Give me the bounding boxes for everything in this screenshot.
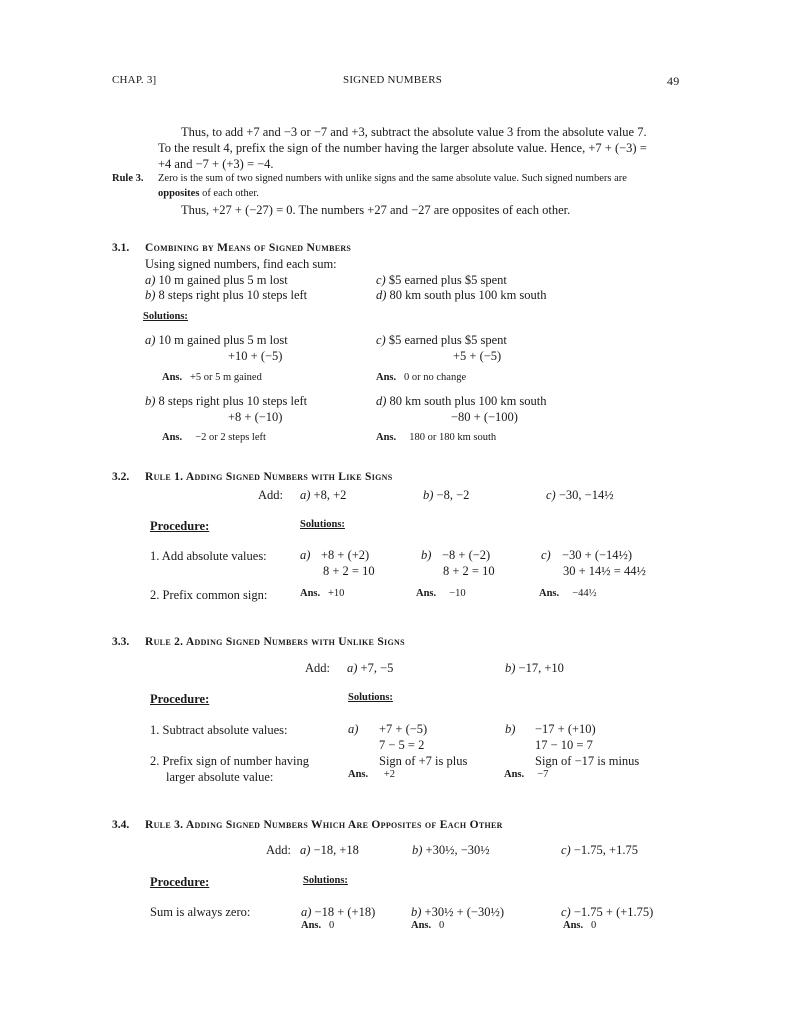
s33-b-answer	[504, 769, 548, 780]
solutions-label-3-3: Solutions:	[348, 692, 393, 703]
ans-label: Ans.	[162, 372, 183, 383]
s-label: b)	[145, 394, 156, 408]
problem-3-4-title: Rule 3. Adding Signed Numbers Which Are Opposites of Each Other	[145, 819, 503, 831]
procedure-label-3-4: Procedure:	[150, 875, 210, 889]
problem-3-3-number: 3.3.	[112, 636, 130, 648]
s34-c	[561, 905, 653, 920]
s31-b-expr: +8 + (−10)	[228, 410, 283, 424]
s32-b-line1: −8 + (−2)	[442, 548, 491, 562]
ans-label: Ans.	[411, 920, 432, 931]
ans-label: Ans.	[416, 588, 437, 599]
rule3-label: Rule 3.	[112, 173, 144, 184]
procedure-label-3-3: Procedure:	[150, 692, 210, 706]
add-label-3-2: Add:	[258, 488, 283, 502]
ans-value: −44½	[572, 588, 597, 599]
s-expr: −1.75 + (+1.75)	[573, 905, 654, 919]
s31-c-expr: +5 + (−5)	[453, 349, 502, 363]
ans-label: Ans.	[563, 920, 584, 931]
s-label: a)	[301, 905, 312, 919]
s32-b-label: b)	[421, 548, 432, 562]
s-label: a)	[145, 333, 156, 347]
ans-value: +2	[383, 769, 396, 780]
solutions-label-3-1: Solutions:	[143, 311, 188, 322]
q-text: −8, −2	[436, 488, 470, 502]
q33-a	[347, 661, 393, 676]
s32-c-label: c)	[541, 548, 551, 562]
q-label: b)	[412, 843, 423, 857]
s33-a-label: a)	[348, 722, 359, 736]
ans-value: +10	[328, 588, 345, 599]
s32-c-line1: −30 + (−14½)	[562, 548, 633, 562]
q-text: +8, +2	[313, 488, 347, 502]
s32-a-line2: 8 + 2 = 10	[323, 564, 375, 578]
q34-a	[300, 843, 359, 858]
s33-a-line2: 7 − 5 = 2	[379, 738, 425, 752]
q-label: b)	[505, 661, 516, 675]
problem-3-2-number: 3.2.	[112, 471, 130, 483]
s31-a-answer	[162, 372, 262, 383]
s-text: 80 km south plus 100 km south	[389, 394, 547, 408]
intro-line-2: To the result 4, prefix the sign of the number having the larger absolute value. Hence, +7 + (−3) =	[158, 141, 647, 155]
q-text: −17, +10	[518, 661, 564, 675]
s-label: c)	[561, 905, 571, 919]
ans-value: 180 or 180 km south	[409, 432, 497, 443]
problem-3-1-intro: Using signed numbers, find each sum:	[145, 257, 337, 271]
ans-label: Ans.	[539, 588, 560, 599]
problem-3-1-title: Combining by Means of Signed Numbers	[145, 242, 352, 254]
problem-3-2-title: Rule 1. Adding Signed Numbers with Like Signs	[145, 471, 393, 483]
problem-3-4-number: 3.4.	[112, 819, 130, 831]
solutions-label-3-2: Solutions:	[300, 519, 345, 530]
q-text: −1.75, +1.75	[573, 843, 638, 857]
q31-a	[145, 273, 288, 288]
q34-c	[561, 843, 638, 858]
rule3-text-2	[158, 188, 259, 199]
ans-label: Ans.	[300, 588, 321, 599]
q-text: 10 m gained plus 5 m lost	[158, 273, 288, 287]
q-label: a)	[145, 273, 156, 287]
page-number: 49	[667, 74, 680, 88]
s31-a-expr: +10 + (−5)	[228, 349, 283, 363]
step-prefix-sign-1: 2. Prefix sign of number having	[150, 754, 310, 768]
s-label: c)	[376, 333, 386, 347]
ans-label: Ans.	[376, 432, 397, 443]
s-text: 10 m gained plus 5 m lost	[158, 333, 288, 347]
q31-c	[376, 273, 507, 288]
q32-b	[423, 488, 469, 503]
s31-d-expr: −80 + (−100)	[451, 410, 518, 424]
s-text: 8 steps right plus 10 steps left	[158, 394, 308, 408]
ans-value: 0 or no change	[404, 372, 467, 383]
s32-a-answer	[300, 588, 344, 599]
s33-a-answer	[348, 769, 395, 780]
s33-b-line2: 17 − 10 = 7	[535, 738, 593, 752]
q32-c	[546, 488, 614, 503]
q-label: c)	[546, 488, 556, 502]
ans-value: 0	[439, 920, 445, 931]
q-text: −30, −14½	[558, 488, 614, 502]
s32-c-line2: 30 + 14½ = 44½	[563, 564, 646, 578]
s32-b-answer	[416, 588, 466, 599]
s33-b-label: b)	[505, 722, 516, 736]
rule3-text-rest: of each other.	[199, 188, 259, 199]
ans-value: −10	[449, 588, 466, 599]
q-label: b)	[423, 488, 434, 502]
rule3-example: Thus, +27 + (−27) = 0. The numbers +27 and −27 are opposites of each other.	[181, 203, 571, 217]
ans-value: 0	[329, 920, 335, 931]
ans-value: −7	[537, 769, 549, 780]
q-text: +30½, −30½	[425, 843, 490, 857]
running-title: SIGNED NUMBERS	[343, 74, 443, 86]
step-sum-zero: Sum is always zero:	[150, 905, 251, 919]
q33-b	[505, 661, 564, 676]
s-label: d)	[376, 394, 387, 408]
s31-d-answer	[376, 432, 496, 443]
solutions-label-3-4: Solutions:	[303, 875, 348, 886]
ans-label: Ans.	[348, 769, 369, 780]
chapter-label: CHAP. 3]	[112, 74, 157, 86]
s34-a-answer	[301, 920, 334, 931]
q-label: a)	[300, 843, 311, 857]
s32-a-line1: +8 + (+2)	[321, 548, 370, 562]
s31-d	[376, 394, 547, 409]
s31-b	[145, 394, 307, 409]
q-text: 8 steps right plus 10 steps left	[158, 288, 308, 302]
s31-b-answer	[162, 432, 266, 443]
s31-c-answer	[376, 372, 466, 383]
q-label: b)	[145, 288, 156, 302]
ans-value: +5 or 5 m gained	[190, 372, 262, 383]
q-label: d)	[376, 288, 387, 302]
q-label: a)	[347, 661, 358, 675]
problem-3-3-title: Rule 2. Adding Signed Numbers with Unlike Signs	[145, 636, 405, 648]
s-expr: +30½ + (−30½)	[424, 905, 505, 919]
q-text: −18, +18	[313, 843, 359, 857]
q31-d	[376, 288, 547, 303]
s-label: b)	[411, 905, 422, 919]
add-label-3-4: Add:	[266, 843, 291, 857]
intro-line-3: +4 and −7 + (+3) = −4.	[158, 157, 274, 171]
ans-label: Ans.	[162, 432, 183, 443]
problem-3-1-number: 3.1.	[112, 242, 130, 254]
intro-line-1: Thus, to add +7 and −3 or −7 and +3, subtract the absolute value 3 from the absolute value 7.	[181, 125, 647, 139]
s32-c-answer	[539, 588, 597, 599]
q-label: a)	[300, 488, 311, 502]
add-label-3-3: Add:	[305, 661, 330, 675]
rule3-opposites-term: opposites	[158, 188, 200, 199]
s34-c-answer	[563, 920, 596, 931]
q-label: c)	[561, 843, 571, 857]
s33-a-line3: Sign of +7 is plus	[379, 754, 468, 768]
q-label: c)	[376, 273, 386, 287]
ans-label: Ans.	[301, 920, 322, 931]
step-add-absolute: 1. Add absolute values:	[150, 549, 267, 563]
s34-b	[411, 905, 504, 920]
procedure-label-3-2: Procedure:	[150, 519, 210, 533]
s-text: $5 earned plus $5 spent	[388, 333, 507, 347]
s34-b-answer	[411, 920, 444, 931]
s34-a	[301, 905, 375, 920]
step-prefix-common-sign: 2. Prefix common sign:	[150, 588, 268, 602]
s31-a	[145, 333, 288, 348]
ans-label: Ans.	[376, 372, 397, 383]
s32-a-label: a)	[300, 548, 311, 562]
q-text: +7, −5	[360, 661, 394, 675]
s33-b-line3: Sign of −17 is minus	[535, 754, 640, 768]
q-text: 80 km south plus 100 km south	[389, 288, 547, 302]
q34-b	[412, 843, 490, 858]
ans-value: −2 or 2 steps left	[195, 432, 266, 443]
s33-b-line1: −17 + (+10)	[535, 722, 596, 736]
s32-b-line2: 8 + 2 = 10	[443, 564, 495, 578]
step-prefix-sign-2: larger absolute value:	[166, 770, 274, 784]
q31-b	[145, 288, 307, 303]
s31-c	[376, 333, 507, 348]
rule3-text: Zero is the sum of two signed numbers with unlike signs and the same absolute value. Such signed numbers are	[158, 173, 627, 184]
s33-a-line1: +7 + (−5)	[379, 722, 428, 736]
q32-a	[300, 488, 346, 503]
ans-label: Ans.	[504, 769, 525, 780]
s-expr: −18 + (+18)	[314, 905, 376, 919]
step-subtract-absolute: 1. Subtract absolute values:	[150, 723, 288, 737]
q-text: $5 earned plus $5 spent	[388, 273, 507, 287]
ans-value: 0	[591, 920, 597, 931]
